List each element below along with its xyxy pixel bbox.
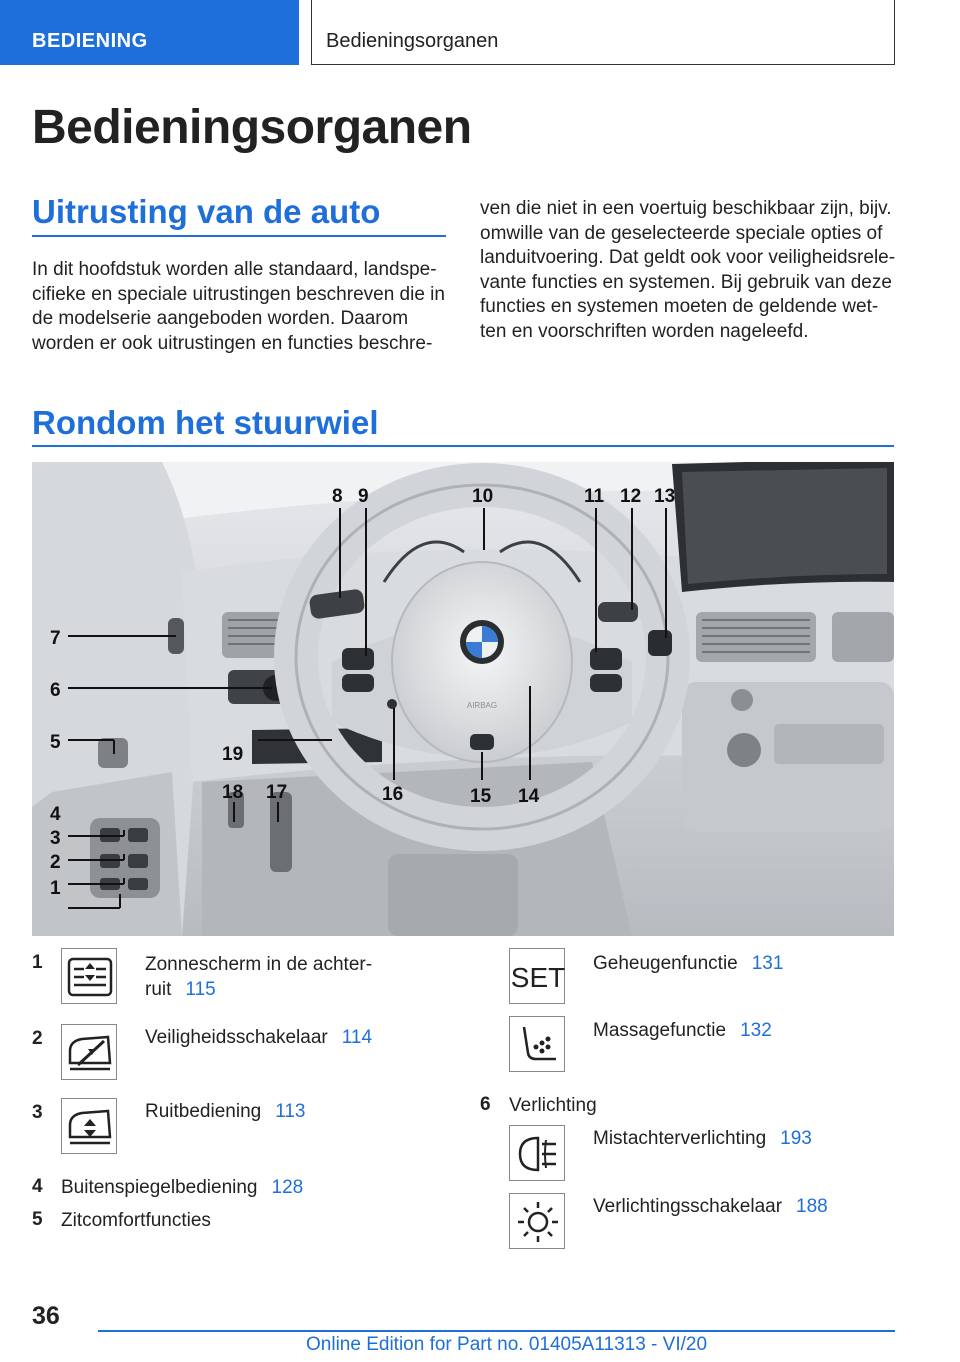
- memory-set-icon: [509, 948, 565, 1004]
- callout-15: 15: [470, 786, 492, 807]
- edition-footer: Online Edition for Part no. 01405A11313 - VI/20: [306, 1334, 708, 1355]
- text-line: vante functies en systemen. Bij gebruik van deze: [480, 271, 892, 293]
- legend-item-window-control: [145, 1099, 306, 1124]
- text-line: functies en systemen moeten de geldende wet-: [480, 296, 879, 318]
- legend-item-rear-sunblind: [145, 952, 372, 1002]
- callout-5: 5: [50, 732, 61, 753]
- cockpit-drawing: [32, 462, 894, 936]
- text-line: omwille van de geselecteerde speciale opties of: [480, 222, 883, 244]
- text-line: In dit hoofdstuk worden alle standaard, landspe-: [32, 259, 437, 280]
- callout-14: 14: [518, 786, 540, 807]
- page-ref-link[interactable]: 193: [780, 1128, 812, 1149]
- legend-item-safety-switch: [145, 1025, 372, 1050]
- legend-num: 2: [32, 1028, 43, 1049]
- legend-text: ruit: [145, 979, 172, 1000]
- callout-12: 12: [620, 486, 642, 507]
- massage-icon: [509, 1016, 565, 1072]
- legend-text: Buitenspiegelbediening: [61, 1177, 258, 1198]
- text-line: landuitvoering. Dat geldt ook voor veiligheidsrele-: [480, 247, 896, 269]
- callout-19: 19: [222, 744, 244, 765]
- window-control-icon: [61, 1098, 117, 1154]
- callout-3: 3: [50, 828, 61, 849]
- cockpit-illustration: [32, 462, 894, 936]
- heading-rule: [32, 235, 446, 237]
- callout-9: 9: [358, 486, 369, 507]
- legend-num: 3: [32, 1102, 43, 1123]
- legend-item-mirror-control: [61, 1175, 303, 1200]
- legend-text: Verlichtingsschakelaar: [593, 1196, 783, 1217]
- page-ref-link[interactable]: 188: [796, 1196, 828, 1217]
- safety-switch-icon: [61, 1024, 117, 1080]
- legend-item-lighting: Verlichting: [509, 1095, 597, 1116]
- airbag-emblem: AIRBAG: [466, 701, 498, 710]
- legend-item-seat-comfort: Zitcomfortfuncties: [61, 1210, 211, 1231]
- legend-item-massage: [593, 1018, 772, 1043]
- callout-8: 8: [332, 486, 343, 507]
- text-line: de modelserie aangeboden worden. Daarom: [32, 308, 409, 330]
- page-ref-link[interactable]: 131: [751, 953, 784, 974]
- callout-11: 11: [584, 486, 605, 507]
- section-heading-equipment: Uitrusting van de auto: [32, 193, 381, 230]
- legend-num: 6: [480, 1094, 491, 1115]
- callout-2: 2: [50, 852, 61, 873]
- legend-num: 5: [32, 1209, 43, 1230]
- text-line: cifieke en speciale uitrustingen beschreven die in: [32, 283, 445, 305]
- page-number: 36: [32, 1302, 60, 1330]
- chapter-label: Bedieningsorganen: [326, 30, 499, 52]
- chapter-tab: [311, 0, 895, 65]
- rear-fog-light-icon: [509, 1125, 565, 1181]
- set-label: SET: [510, 962, 566, 993]
- callout-1: 1: [50, 878, 61, 899]
- legend-item-rear-fog-light: [593, 1126, 812, 1151]
- callout-10: 10: [472, 486, 494, 507]
- callout-16: 16: [382, 784, 404, 805]
- section-label: BEDIENING: [32, 30, 148, 52]
- legend-text: Geheugenfunctie: [593, 953, 738, 974]
- legend-num: 1: [32, 952, 43, 973]
- heading-rule: [32, 445, 894, 447]
- light-switch-icon: [509, 1193, 565, 1249]
- legend-item-memory: [593, 951, 783, 976]
- callout-17: 17: [266, 782, 288, 803]
- text-line: ten en voorschriften worden nageleefd.: [480, 320, 809, 342]
- page-ref-link[interactable]: 128: [271, 1177, 304, 1198]
- page-ref-link[interactable]: 132: [740, 1020, 772, 1041]
- page-title: Bedieningsorganen: [32, 101, 472, 154]
- legend-num: 4: [32, 1176, 43, 1197]
- footer-rule: [98, 1330, 895, 1332]
- page-ref-link[interactable]: 113: [275, 1101, 306, 1122]
- legend-text: Mistachterverlichting: [593, 1128, 767, 1149]
- page-ref-link[interactable]: 115: [185, 979, 216, 1000]
- text-line: worden er ook uitrustingen en functies beschre-: [32, 332, 433, 354]
- legend-item-light-switch: [593, 1194, 828, 1219]
- legend-text: Zonnescherm in de achter-: [145, 954, 373, 975]
- text-line: ven die niet in een voertuig beschikbaar zijn, bijv.: [480, 198, 892, 219]
- callout-18: 18: [222, 782, 244, 803]
- legend-text: Veiligheidsschakelaar: [145, 1027, 328, 1048]
- intro-paragraph-col1: [32, 258, 452, 356]
- callout-7: 7: [50, 628, 61, 649]
- legend-text: Massagefunctie: [593, 1020, 727, 1041]
- callout-6: 6: [50, 680, 61, 701]
- callout-4: 4: [50, 804, 61, 825]
- intro-paragraph-col2: [480, 197, 900, 345]
- section-heading-steering-wheel: Rondom het stuurwiel: [32, 404, 379, 441]
- rear-sunblind-icon: [61, 948, 117, 1004]
- legend-text: Ruitbediening: [145, 1101, 262, 1122]
- section-tab: [0, 0, 299, 65]
- page-ref-link[interactable]: 114: [341, 1027, 373, 1048]
- callout-13: 13: [654, 486, 676, 507]
